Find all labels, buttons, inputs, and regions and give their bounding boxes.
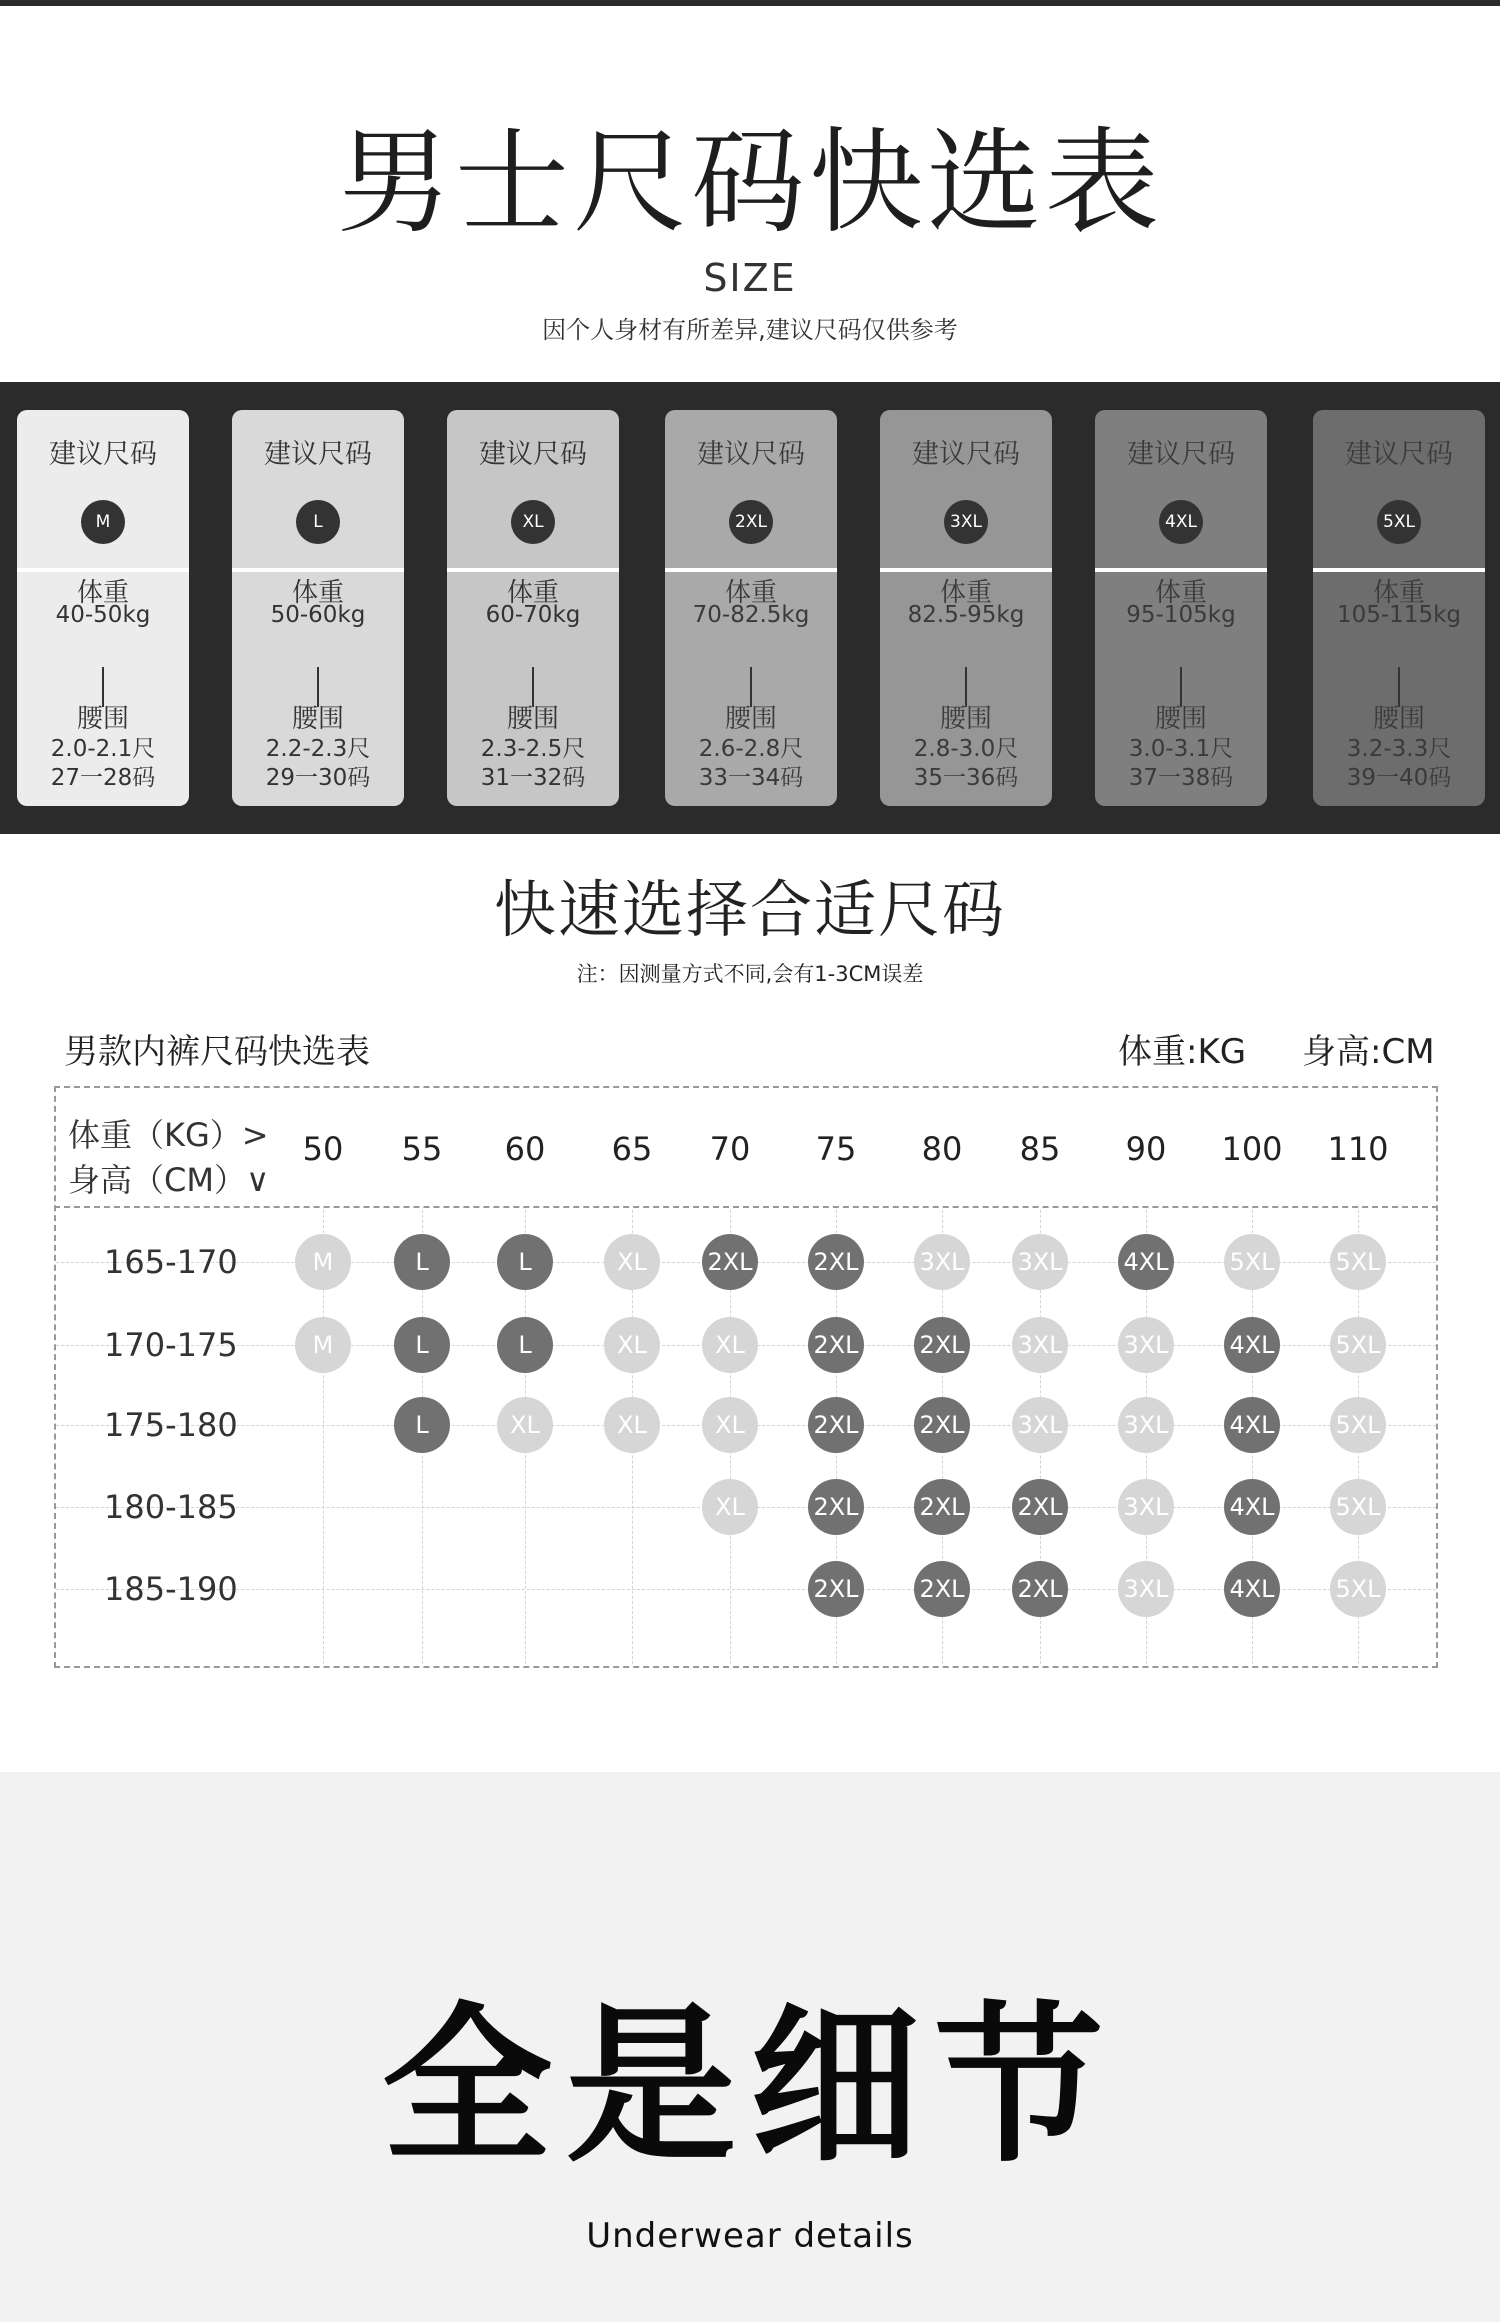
page-title: 男士尺码快选表	[336, 116, 1163, 249]
waist-code-range: 37一38码	[1128, 765, 1234, 791]
size-dot: 3XL	[1118, 1317, 1174, 1373]
size-badge: 3XL	[944, 500, 988, 544]
weight-label: 体重	[1372, 578, 1425, 608]
weight-label: 体重	[1154, 578, 1207, 608]
size-dot: 5XL	[1330, 1397, 1386, 1453]
weight-column-header: 60	[504, 1130, 546, 1168]
waist-chi-range: 2.2-2.3尺	[265, 736, 371, 762]
size-disclaimer: 因个人身材有所差异,建议尺码仅供参考	[542, 316, 958, 344]
top-border	[0, 0, 1500, 6]
height-row-header: 170-175	[104, 1326, 238, 1364]
height-row-header: 185-190	[104, 1570, 238, 1608]
weight-label: 体重	[291, 578, 344, 608]
size-label: SIZE	[703, 256, 797, 300]
size-badge: M	[81, 500, 125, 544]
waist-label: 腰围	[506, 704, 559, 734]
size-card-label: 建议尺码	[264, 439, 372, 470]
weight-range: 50-60kg	[270, 602, 366, 628]
waist-label: 腰围	[291, 704, 344, 734]
weight-range: 70-82.5kg	[692, 602, 810, 628]
details-subtitle: Underwear details	[586, 2216, 914, 2256]
size-card	[447, 410, 619, 806]
size-card	[1095, 410, 1267, 806]
size-badge: 5XL	[1377, 500, 1421, 544]
size-card	[1313, 410, 1485, 806]
size-dot: 4XL	[1118, 1234, 1174, 1290]
size-dot: 2XL	[914, 1397, 970, 1453]
size-dot: XL	[702, 1317, 758, 1373]
size-dot: 5XL	[1330, 1479, 1386, 1535]
height-row-header: 180-185	[104, 1488, 238, 1526]
size-card-label: 建议尺码	[479, 439, 587, 470]
size-card-label: 建议尺码	[1345, 439, 1453, 470]
size-card-label: 建议尺码	[1127, 439, 1235, 470]
size-dot: XL	[604, 1317, 660, 1373]
size-dot: L	[394, 1234, 450, 1290]
waist-chi-range: 2.3-2.5尺	[480, 736, 586, 762]
size-card-label: 建议尺码	[697, 439, 805, 470]
size-dot: 3XL	[1012, 1397, 1068, 1453]
height-unit-label: 身高:CM	[1302, 1032, 1435, 1072]
waist-label: 腰围	[939, 704, 992, 734]
size-card-label: 建议尺码	[49, 439, 157, 470]
size-dot: 2XL	[808, 1397, 864, 1453]
weight-column-header: 50	[302, 1130, 344, 1168]
size-card-label: 建议尺码	[912, 439, 1020, 470]
size-dot: 5XL	[1330, 1317, 1386, 1373]
size-dot: XL	[604, 1397, 660, 1453]
size-card	[232, 410, 404, 806]
details-title: 全是细节	[381, 1988, 1118, 2186]
weight-label: 体重	[724, 578, 777, 608]
size-card	[665, 410, 837, 806]
waist-code-range: 35一36码	[913, 765, 1019, 791]
waist-label: 腰围	[724, 704, 777, 734]
weight-range: 82.5-95kg	[907, 602, 1025, 628]
weight-range: 105-115kg	[1336, 602, 1462, 628]
size-dot: L	[394, 1317, 450, 1373]
size-card	[17, 410, 189, 806]
size-dot: 2XL	[914, 1479, 970, 1535]
size-dot: 2XL	[808, 1561, 864, 1617]
size-badge: XL	[511, 500, 555, 544]
height-row-header: 175-180	[104, 1406, 238, 1444]
size-dot: XL	[604, 1234, 660, 1290]
size-dot: L	[497, 1317, 553, 1373]
weight-column-header: 80	[921, 1130, 963, 1168]
waist-chi-range: 2.8-3.0尺	[913, 736, 1019, 762]
size-dot: M	[295, 1234, 351, 1290]
size-dot: 4XL	[1224, 1479, 1280, 1535]
waist-chi-range: 2.0-2.1尺	[50, 736, 156, 762]
waist-code-range: 33一34码	[698, 765, 804, 791]
size-dot: 4XL	[1224, 1561, 1280, 1617]
height-row-header: 165-170	[104, 1243, 238, 1281]
waist-label: 腰围	[1372, 704, 1425, 734]
size-dot: XL	[702, 1479, 758, 1535]
waist-chi-range: 3.2-3.3尺	[1346, 736, 1452, 762]
size-dot: 3XL	[1012, 1234, 1068, 1290]
size-dot: M	[295, 1317, 351, 1373]
size-dot: L	[394, 1397, 450, 1453]
size-dot: XL	[702, 1397, 758, 1453]
size-card	[880, 410, 1052, 806]
size-dot: 4XL	[1224, 1317, 1280, 1373]
size-badge: L	[296, 500, 340, 544]
size-dot: 5XL	[1330, 1561, 1386, 1617]
waist-label: 腰围	[76, 704, 129, 734]
size-dot: 2XL	[914, 1317, 970, 1373]
quick-select-note: 注：因测量方式不同,会有1-3CM误差	[576, 962, 924, 986]
size-dot: 2XL	[808, 1317, 864, 1373]
size-dot: 3XL	[1118, 1479, 1174, 1535]
waist-code-range: 29一30码	[265, 765, 371, 791]
waist-chi-range: 3.0-3.1尺	[1128, 736, 1234, 762]
size-dot: 2XL	[808, 1479, 864, 1535]
size-dot: 3XL	[1012, 1317, 1068, 1373]
size-dot: 4XL	[1224, 1397, 1280, 1453]
weight-column-header: 110	[1327, 1130, 1389, 1168]
weight-range: 40-50kg	[55, 602, 151, 628]
weight-axis-label: 体重（KG）>	[68, 1116, 269, 1154]
size-grid-header-divider	[54, 1206, 1438, 1208]
weight-range: 60-70kg	[485, 602, 581, 628]
waist-code-range: 39一40码	[1346, 765, 1452, 791]
height-axis-label: 身高（CM）∨	[68, 1161, 270, 1199]
size-dot: 5XL	[1224, 1234, 1280, 1290]
weight-column-header: 100	[1221, 1130, 1283, 1168]
size-dot: XL	[497, 1397, 553, 1453]
details-section	[0, 1772, 1500, 2322]
weight-column-header: 85	[1019, 1130, 1061, 1168]
waist-code-range: 27一28码	[50, 765, 156, 791]
weight-unit-label: 体重:KG	[1118, 1032, 1247, 1072]
size-dot: 3XL	[1118, 1397, 1174, 1453]
weight-range: 95-105kg	[1126, 602, 1236, 628]
size-dot: 2XL	[914, 1561, 970, 1617]
weight-column-header: 75	[815, 1130, 857, 1168]
weight-column-header: 70	[709, 1130, 751, 1168]
size-dot: 3XL	[1118, 1561, 1174, 1617]
weight-column-header: 55	[401, 1130, 443, 1168]
quick-select-title: 快速选择合适尺码	[493, 873, 1006, 946]
waist-code-range: 31一32码	[480, 765, 586, 791]
size-badge: 4XL	[1159, 500, 1203, 544]
size-dot: 2XL	[808, 1234, 864, 1290]
weight-column-header: 90	[1125, 1130, 1167, 1168]
weight-label: 体重	[76, 578, 129, 608]
size-card-band	[0, 382, 1500, 834]
weight-column-header: 65	[611, 1130, 653, 1168]
size-dot: 3XL	[914, 1234, 970, 1290]
waist-label: 腰围	[1154, 704, 1207, 734]
table-title: 男款内裤尺码快选表	[64, 1032, 370, 1072]
waist-chi-range: 2.6-2.8尺	[698, 736, 804, 762]
weight-label: 体重	[939, 578, 992, 608]
weight-label: 体重	[506, 578, 559, 608]
size-badge: 2XL	[729, 500, 773, 544]
size-dot: 2XL	[1012, 1561, 1068, 1617]
size-dot: 5XL	[1330, 1234, 1386, 1290]
size-dot: 2XL	[702, 1234, 758, 1290]
size-dot: 2XL	[1012, 1479, 1068, 1535]
size-dot: L	[497, 1234, 553, 1290]
